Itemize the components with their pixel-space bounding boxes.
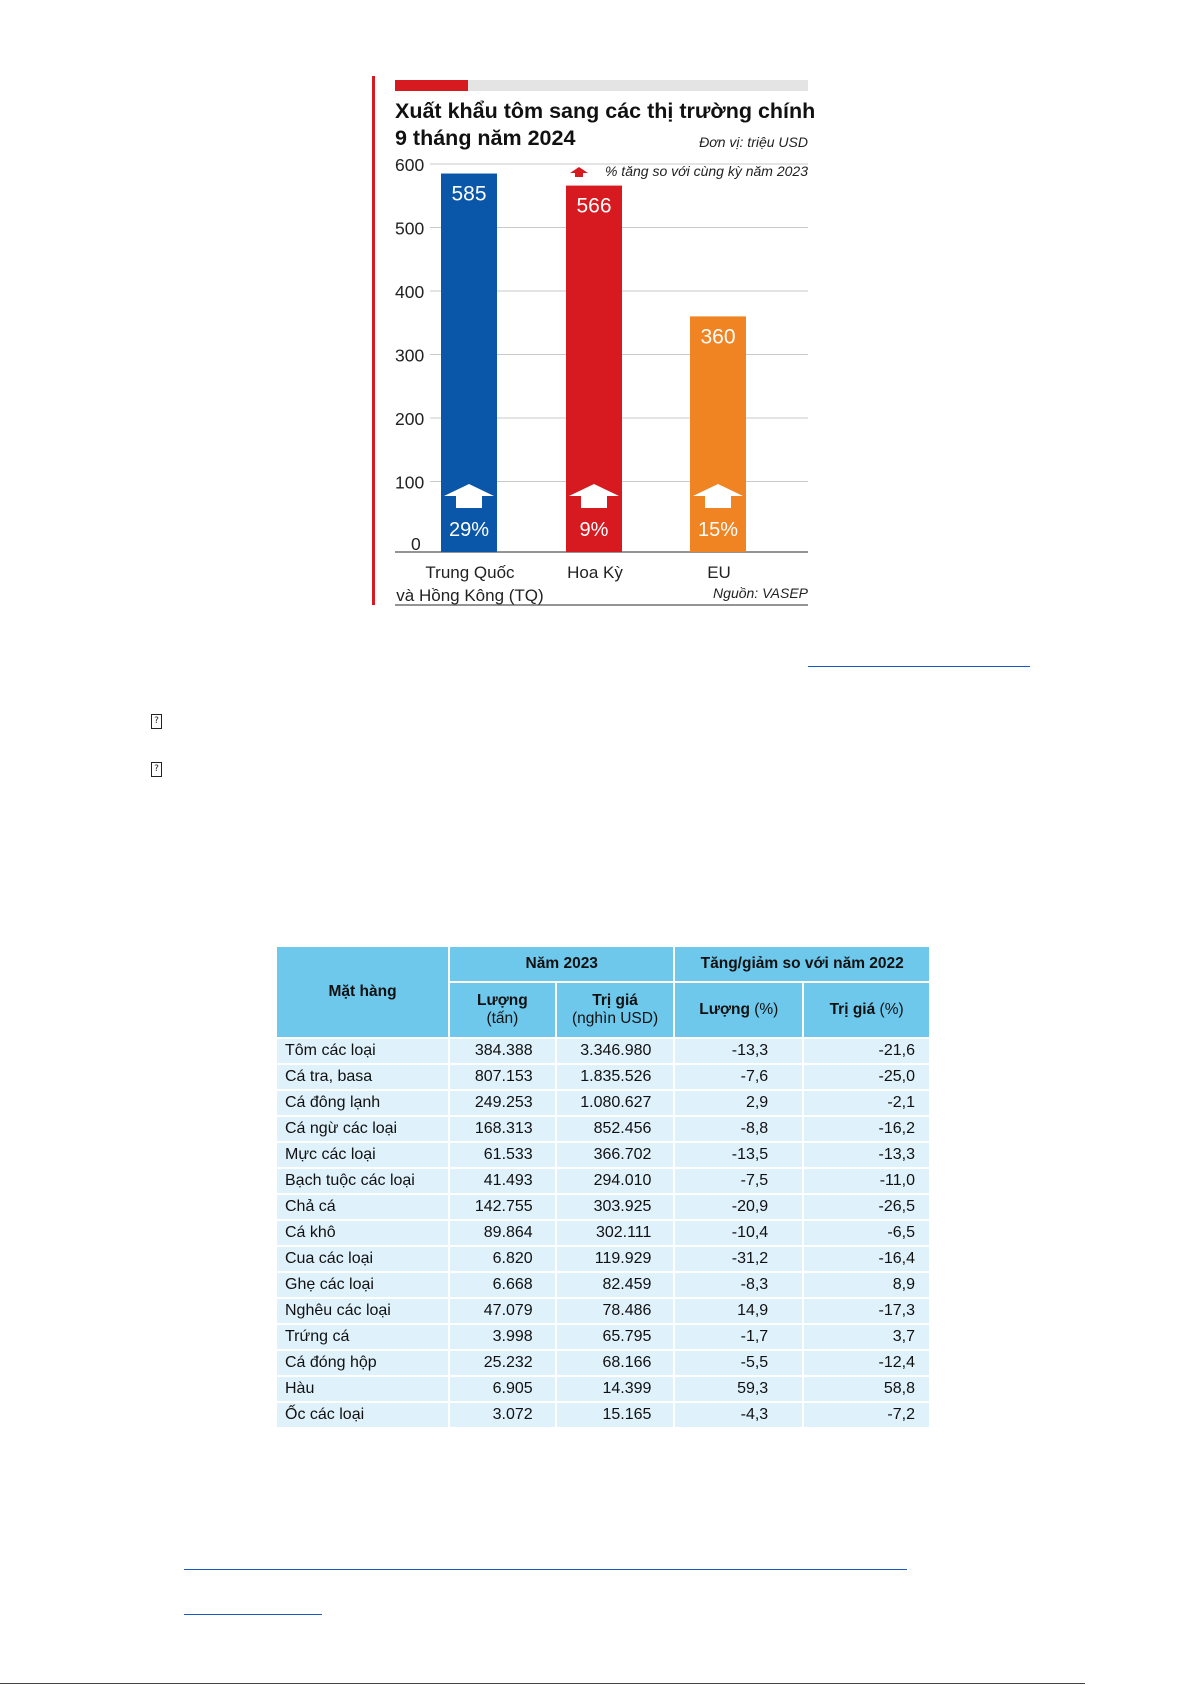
row-value-cell: 82.459 xyxy=(557,1273,674,1297)
row-value-cell: -16,2 xyxy=(804,1117,929,1141)
y-tick-label: 0 xyxy=(411,534,421,554)
row-value-cell: 14.399 xyxy=(557,1377,674,1401)
x-category-label: Trung Quốc xyxy=(425,563,515,582)
row-item-name: Ốc các loại xyxy=(277,1403,448,1427)
bar-growth-label: 9% xyxy=(579,519,609,541)
bar-value-label: 585 xyxy=(451,182,487,206)
row-value-cell: 3.998 xyxy=(450,1325,555,1349)
row-value-cell: -2,1 xyxy=(804,1091,929,1115)
row-item-name: Cá khô xyxy=(277,1221,448,1245)
table-row xyxy=(277,1065,929,1089)
bar-value-label: 360 xyxy=(700,325,736,349)
missing-glyph-label: ? xyxy=(154,764,159,774)
col-group-year-2023: Năm 2023 xyxy=(450,947,673,981)
x-category-label: và Hồng Kông (TQ) xyxy=(396,586,544,605)
bar-growth-label: 29% xyxy=(448,519,490,541)
col-header-quantity-pct: Lượng (%) xyxy=(675,983,802,1037)
row-value-cell: -25,0 xyxy=(804,1065,929,1089)
row-item-name: Bạch tuộc các loại xyxy=(277,1169,448,1193)
table-row xyxy=(277,1351,929,1375)
row-value-cell: -5,5 xyxy=(675,1351,802,1375)
row-value-cell: 366.702 xyxy=(557,1143,674,1167)
chart-unit-label: Đơn vị: triệu USD xyxy=(699,134,808,150)
row-value-cell: -7,6 xyxy=(675,1065,802,1089)
chart-canvas xyxy=(372,72,824,608)
table-body xyxy=(277,1039,929,1427)
row-value-cell: 59,3 xyxy=(675,1377,802,1401)
row-value-cell: 3.346.980 xyxy=(557,1039,674,1063)
row-value-cell: 119.929 xyxy=(557,1247,674,1271)
page-bottom-rule xyxy=(0,1683,1085,1684)
x-category-label: Hoa Kỳ xyxy=(567,563,623,582)
seafood-export-table xyxy=(275,945,931,1429)
row-value-cell: -1,7 xyxy=(675,1325,802,1349)
row-value-cell: -31,2 xyxy=(675,1247,802,1271)
row-value-cell: 807.153 xyxy=(450,1065,555,1089)
table-row xyxy=(277,1169,929,1193)
row-value-cell: 61.533 xyxy=(450,1143,555,1167)
row-value-cell: 6.820 xyxy=(450,1247,555,1271)
table-row xyxy=(277,1325,929,1349)
row-value-cell: -13,5 xyxy=(675,1143,802,1167)
row-value-cell: -10,4 xyxy=(675,1221,802,1245)
row-item-name: Cá ngừ các loại xyxy=(277,1117,448,1141)
row-value-cell: 249.253 xyxy=(450,1091,555,1115)
table-row xyxy=(277,1273,929,1297)
chart-title-line: Xuất khẩu tôm sang các thị trường chính xyxy=(395,99,816,123)
row-value-cell: -8,8 xyxy=(675,1117,802,1141)
row-value-cell: -16,4 xyxy=(804,1247,929,1271)
chart-legend-label: % tăng so với cùng kỳ năm 2023 xyxy=(604,163,808,179)
row-value-cell: -13,3 xyxy=(804,1143,929,1167)
table-row xyxy=(277,1091,929,1115)
y-tick-label: 400 xyxy=(395,282,425,302)
row-value-cell: 168.313 xyxy=(450,1117,555,1141)
row-value-cell: -11,0 xyxy=(804,1169,929,1193)
table-row xyxy=(277,1195,929,1219)
row-value-cell: 303.925 xyxy=(557,1195,674,1219)
row-value-cell: 6.905 xyxy=(450,1377,555,1401)
row-value-cell: 47.079 xyxy=(450,1299,555,1323)
row-value-cell: -4,3 xyxy=(675,1403,802,1427)
row-value-cell: 384.388 xyxy=(450,1039,555,1063)
row-value-cell: 1.080.627 xyxy=(557,1091,674,1115)
missing-glyph-icon xyxy=(151,714,162,729)
row-value-cell: 8,9 xyxy=(804,1273,929,1297)
row-value-cell: -12,4 xyxy=(804,1351,929,1375)
row-value-cell: -8,3 xyxy=(675,1273,802,1297)
shrimp-export-chart xyxy=(372,72,824,608)
hyperlink-underline-bottom-long[interactable] xyxy=(184,1569,907,1570)
chart-title-line: 9 tháng năm 2024 xyxy=(395,126,576,150)
missing-glyph-icon xyxy=(151,762,162,777)
row-value-cell: -20,9 xyxy=(675,1195,802,1219)
col-header-quantity: Lượng (tấn) xyxy=(450,983,555,1037)
chart-left-rule xyxy=(372,76,375,605)
legend-arrow-icon xyxy=(570,167,588,177)
hyperlink-underline-bottom-short[interactable] xyxy=(184,1614,322,1615)
row-value-cell: 25.232 xyxy=(450,1351,555,1375)
col-header-item: Mặt hàng xyxy=(277,947,448,1037)
row-value-cell: 14,9 xyxy=(675,1299,802,1323)
row-item-name: Cá đông lạnh xyxy=(277,1091,448,1115)
y-tick-label: 500 xyxy=(395,218,425,239)
row-item-name: Trứng cá xyxy=(277,1325,448,1349)
y-tick-label: 300 xyxy=(395,345,425,366)
row-item-name: Chả cá xyxy=(277,1195,448,1219)
bar-growth-label: 15% xyxy=(697,519,739,541)
row-value-cell: 3,7 xyxy=(804,1325,929,1349)
table-row xyxy=(277,1247,929,1271)
row-value-cell: -6,5 xyxy=(804,1221,929,1245)
row-value-cell: 302.111 xyxy=(557,1221,674,1245)
row-value-cell: -26,5 xyxy=(804,1195,929,1219)
row-value-cell: 78.486 xyxy=(557,1299,674,1323)
chart-top-accent xyxy=(395,80,468,91)
table-row xyxy=(277,1221,929,1245)
row-item-name: Nghêu các loại xyxy=(277,1299,448,1323)
row-value-cell: 68.166 xyxy=(557,1351,674,1375)
row-value-cell: -7,5 xyxy=(675,1169,802,1193)
y-tick-label: 600 xyxy=(395,155,425,175)
row-value-cell: 58,8 xyxy=(804,1377,929,1401)
bar-value-label: 566 xyxy=(576,194,612,218)
row-value-cell: 1.835.526 xyxy=(557,1065,674,1089)
row-value-cell: 294.010 xyxy=(557,1169,674,1193)
table-row xyxy=(277,1377,929,1401)
col-header-value: Trị giá (nghìn USD) xyxy=(557,983,674,1037)
hyperlink-underline-top[interactable] xyxy=(808,666,1030,667)
y-tick-label: 100 xyxy=(395,472,425,493)
x-category-label: EU xyxy=(707,563,731,582)
row-item-name: Cua các loại xyxy=(277,1247,448,1271)
row-value-cell: 852.456 xyxy=(557,1117,674,1141)
row-item-name: Hàu xyxy=(277,1377,448,1401)
row-value-cell: -7,2 xyxy=(804,1403,929,1427)
row-value-cell: 89.864 xyxy=(450,1221,555,1245)
table-row xyxy=(277,1143,929,1167)
table-row xyxy=(277,1403,929,1427)
table-row xyxy=(277,1117,929,1141)
row-value-cell: -21,6 xyxy=(804,1039,929,1063)
table-row xyxy=(277,1039,929,1063)
missing-glyph-label: ? xyxy=(154,716,159,726)
row-item-name: Cá đóng hộp xyxy=(277,1351,448,1375)
row-value-cell: 2,9 xyxy=(675,1091,802,1115)
bar xyxy=(690,316,746,552)
row-item-name: Cá tra, basa xyxy=(277,1065,448,1089)
row-item-name: Tôm các loại xyxy=(277,1039,448,1063)
row-value-cell: 65.795 xyxy=(557,1325,674,1349)
row-value-cell: -17,3 xyxy=(804,1299,929,1323)
row-item-name: Mực các loại xyxy=(277,1143,448,1167)
row-item-name: Ghẹ các loại xyxy=(277,1273,448,1297)
row-value-cell: 142.755 xyxy=(450,1195,555,1219)
row-value-cell: 6.668 xyxy=(450,1273,555,1297)
y-tick-label: 200 xyxy=(395,409,425,429)
chart-source-label: Nguồn: VASEP xyxy=(713,585,808,601)
row-value-cell: 41.493 xyxy=(450,1169,555,1193)
row-value-cell: 15.165 xyxy=(557,1403,674,1427)
col-header-value-pct: Trị giá (%) xyxy=(804,983,929,1037)
row-value-cell: 3.072 xyxy=(450,1403,555,1427)
row-value-cell: -13,3 xyxy=(675,1039,802,1063)
table-row xyxy=(277,1299,929,1323)
col-group-change-2022: Tăng/giảm so với năm 2022 xyxy=(675,947,929,981)
